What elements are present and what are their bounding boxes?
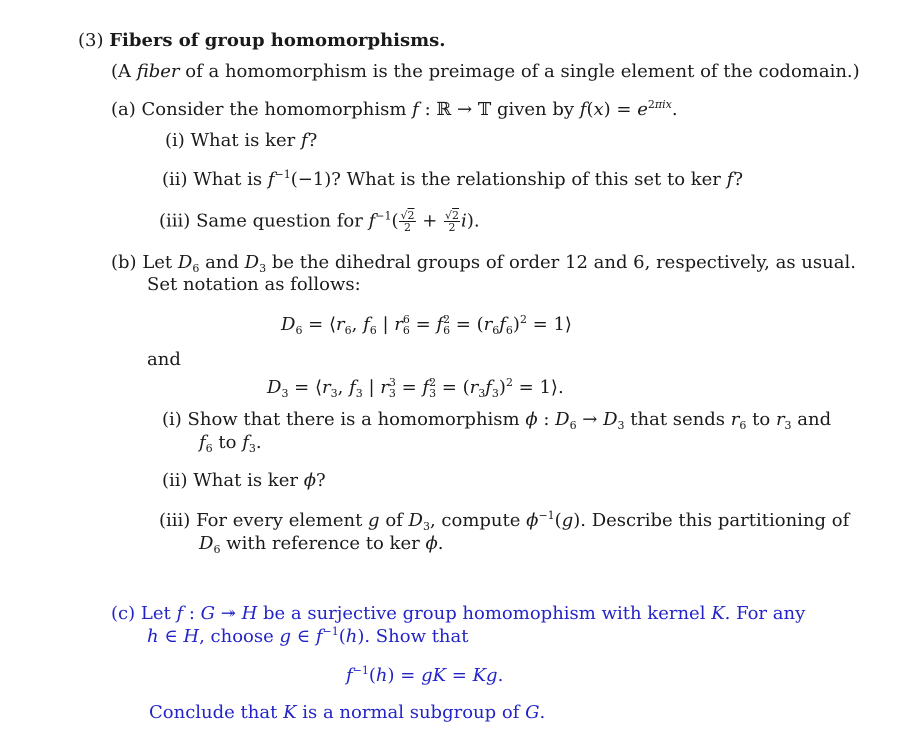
item-text: What is: [193, 169, 263, 190]
item-label: (ii): [162, 169, 188, 190]
conclude-text: Conclude that: [149, 702, 278, 723]
word-to: to: [752, 409, 771, 430]
word-let: Let: [142, 252, 173, 273]
eq-coset: $f^{-1}(h)$ = gK = Kg.: [346, 664, 504, 686]
part-b-item-iii-line1: (iii) For every element g of $D_3$, compute $\phi^{-1}(g)$. Describe this partitioning of: [159, 509, 850, 533]
item-text-b: that sends: [630, 409, 726, 430]
word-and: and: [797, 409, 832, 430]
item-label: (i): [165, 130, 185, 151]
item-label: (ii): [162, 470, 188, 491]
problem-title: Fibers of group homomorphisms.: [109, 30, 446, 51]
item-label: (iii): [159, 210, 191, 232]
note-term: fiber: [136, 61, 180, 82]
part-b-rest: be the dihedral groups of order 12 and 6, respectively, as usual.: [271, 252, 856, 273]
conclude-text-b: is a normal subgroup of: [302, 702, 520, 723]
part-b-item-iii-line2: $D_6$ with reference to ker ϕ.: [199, 533, 444, 556]
problem-number: (3): [78, 30, 104, 51]
problem-note: [111, 61, 860, 83]
item-text: For every element: [196, 510, 363, 531]
part-c-label: (c): [111, 603, 136, 624]
part-a-item-ii: (ii) What is $f^{-1}(-1)$? What is the relationship of this set to ker f?: [162, 168, 743, 190]
part-b-line1: (b) Let $D_6$ and $D_3$ be the dihedral groups of order 12 and 6, respectively, as usual.: [111, 252, 856, 275]
word-let: Let: [140, 603, 171, 624]
word-and: and: [205, 252, 239, 273]
part-c-line1: (c) Let f : G ↠ H be a surjective group homomophism with kernel K. For any: [111, 603, 806, 624]
item-text: What is ker: [190, 130, 296, 151]
eq-d6-presentation: $D_6$ = $⟨r_6$, $f_6$ | $r^6_6 = f^2_6 = (r_6f_6)^2$ = 1⟩: [281, 313, 572, 337]
part-a-given-by: given by: [496, 99, 575, 120]
note-open: (A: [111, 61, 137, 82]
problem-heading: [78, 30, 446, 52]
item-text-c: , compute: [429, 510, 521, 531]
part-a-item-i: (i) What is ker f?: [165, 130, 318, 151]
part-c-text-b: . For any: [724, 603, 806, 624]
part-c-choose: , choose: [199, 626, 274, 647]
item-label: (i): [162, 409, 182, 430]
item-text: What is ker: [193, 470, 298, 491]
part-a-text: Consider the homomorphism: [141, 99, 407, 120]
part-a-item-iii: (iii) Same question for $f^{-1}$( $\frac{√2}{2}$ + $\frac{√2}{2}$ i).: [159, 209, 480, 234]
part-b-line2: Set notation as follows:: [147, 274, 361, 295]
part-c-show: . Show that: [364, 626, 469, 647]
word-of: of: [385, 510, 403, 531]
part-b-label: (b): [111, 252, 137, 273]
item-text: with reference to ker: [226, 533, 420, 554]
part-c-line2: h ∈ H, choose g ∈ $f^{-1}(h)$. Show that: [147, 625, 469, 647]
part-b-item-i-line2: $f_6$ to $f_3$.: [199, 432, 262, 455]
word-to: to: [218, 432, 237, 453]
part-c-conclude: Conclude that K is a normal subgroup of G.: [149, 702, 546, 723]
part-b-item-i-line1: (i) Show that there is a homomorphism ϕ : $D_6 \to D_3$ that sends $r_6$ to $r_3$ and: [162, 409, 832, 432]
part-c-text: be a surjective group homomophism with kernel: [263, 603, 706, 624]
word-and-between: and: [147, 349, 181, 370]
item-text: Same question for: [196, 210, 363, 232]
part-a-prompt: (a) Consider the homomorphism f : ℝ → 𝕋 given by $f(x) = e^{2\pi ix}$.: [111, 98, 678, 120]
item-label: (iii): [159, 510, 191, 531]
item-text: Show that there is a homomorphism: [187, 409, 520, 430]
part-a-label: (a): [111, 99, 136, 120]
part-b-item-ii: (ii) What is ker ϕ?: [162, 470, 326, 491]
eq-d3-presentation: $D_3$ = $⟨r_3$, $f_3$ | $r^3_3 = f^2_3 = (r_3f_3)^2$ = 1⟩.: [267, 376, 564, 400]
item-text-d: . Describe this partitioning of: [580, 510, 850, 531]
item-text-2: What is the relationship of this set to ker: [346, 169, 721, 190]
note-rest: of a homomorphism is the preimage of a single element of the codomain.): [179, 61, 860, 82]
